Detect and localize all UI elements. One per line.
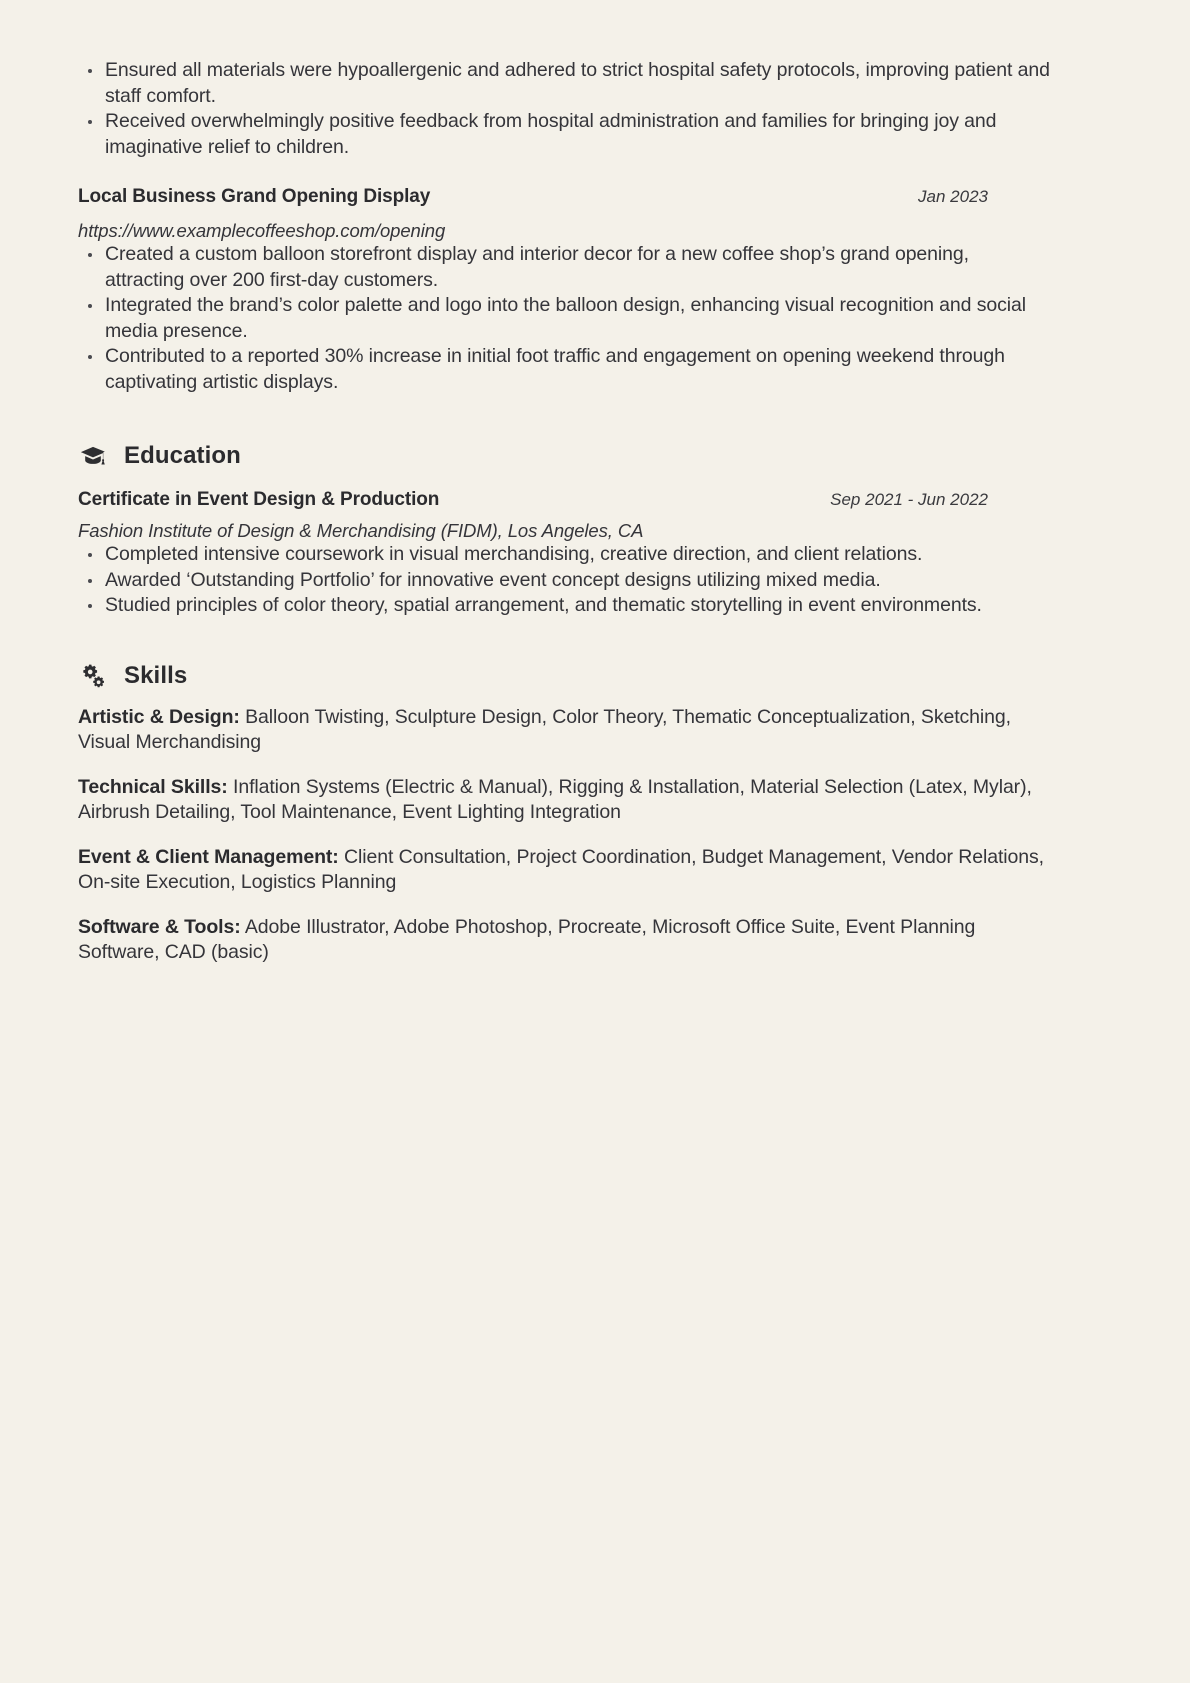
graduation-cap-icon bbox=[78, 441, 108, 471]
continued-experience-bullets bbox=[78, 58, 1050, 160]
skills-list bbox=[78, 705, 1050, 966]
education-institution: Fashion Institute of Design & Merchandising (FIDM), Los Angeles, CA bbox=[78, 520, 644, 541]
skills-section-header bbox=[78, 661, 1050, 691]
skill-items: Adobe Illustrator, Adobe Photoshop, Procreate, Microsoft Office Suite, Event Planning Software, CAD (basic) bbox=[78, 915, 976, 963]
skill-category: Artistic & Design: bbox=[78, 705, 240, 728]
list-item: Completed intensive coursework in visual merchandising, creative direction, and client relations. bbox=[78, 542, 1050, 568]
list-item: Studied principles of color theory, spatial arrangement, and thematic storytelling in event environments. bbox=[78, 593, 1050, 619]
skills-heading: Skills bbox=[124, 661, 188, 689]
skill-category: Event & Client Management: bbox=[78, 845, 339, 868]
education-date: Sep 2021 - Jun 2022 bbox=[830, 490, 988, 509]
skill-items: Client Consultation, Project Coordination, Budget Management, Vendor Relations, On-site Execution, Logistics Planning bbox=[78, 845, 1044, 893]
list-item: Awarded ‘Outstanding Portfolio’ for innovative event concept designs utilizing mixed media. bbox=[78, 568, 1050, 594]
project-title: Local Business Grand Opening Display bbox=[78, 186, 431, 207]
list-item: Ensured all materials were hypoallergenic and adhered to strict hospital safety protocols, improving patient and staff comfort. bbox=[78, 58, 1050, 109]
education-heading: Education bbox=[124, 442, 241, 469]
list-item: Created a custom balloon storefront display and interior decor for a new coffee shop’s grand opening, attracting over 200 first-day customers. bbox=[78, 242, 1050, 293]
education-bullets bbox=[78, 542, 1050, 619]
skill-group bbox=[78, 845, 1050, 896]
project-entry-header bbox=[78, 186, 1050, 208]
education-title: Certificate in Event Design & Production bbox=[78, 489, 440, 510]
skill-items: Inflation Systems (Electric & Manual), Rigging & Installation, Material Selection (Latex, Mylar), Airbrush Detailing, Tool Maintenance, Event Lighting Integration bbox=[78, 775, 1032, 823]
skill-items: Balloon Twisting, Sculpture Design, Color Theory, Thematic Conceptualization, Sketching, Visual Merchandising bbox=[78, 705, 1011, 753]
skill-group bbox=[78, 705, 1050, 756]
list-item: Contributed to a reported 30% increase in initial foot traffic and engagement on opening weekend through captivating artistic displays. bbox=[78, 344, 1050, 395]
education-entry-header bbox=[78, 489, 1050, 511]
skill-group bbox=[78, 915, 1050, 966]
skill-category: Software & Tools: bbox=[78, 915, 241, 938]
skill-group bbox=[78, 775, 1050, 826]
skill-category: Technical Skills: bbox=[78, 775, 228, 798]
list-item: Integrated the brand’s color palette and logo into the balloon design, enhancing visual recognition and social media presence. bbox=[78, 293, 1050, 344]
project-date: Jan 2023 bbox=[918, 187, 988, 206]
education-section-header bbox=[78, 441, 1050, 471]
project-url[interactable]: https://www.examplecoffeeshop.com/opening bbox=[78, 220, 446, 241]
list-item: Received overwhelmingly positive feedback from hospital administration and families for bringing joy and imaginative relief to children. bbox=[78, 109, 1050, 160]
gears-icon bbox=[78, 661, 108, 691]
project-bullets bbox=[78, 242, 1050, 395]
